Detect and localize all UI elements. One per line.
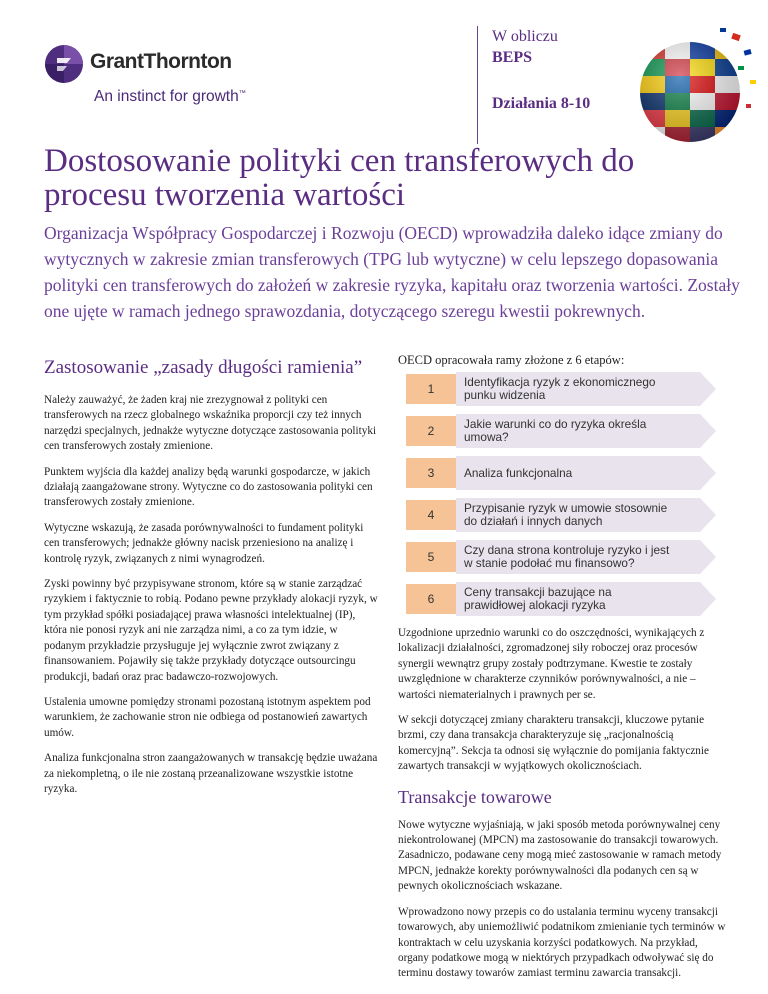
step-text: Analiza funkcjonalna xyxy=(456,456,700,490)
chevron-right-icon xyxy=(700,540,716,574)
series-title: BEPS xyxy=(492,49,533,66)
step-number: 1 xyxy=(406,374,456,404)
section-heading-commodity-transactions: Transakcje towarowe xyxy=(398,786,552,807)
section-heading-arm-length: Zastosowanie „zasady długości ramienia” xyxy=(44,357,363,378)
steps-list xyxy=(398,370,728,618)
paragraph: Analiza funkcjonalna stron zaangażowanych w transakcję będzie uważana za niekompletną, o ile nie zostaną przeanalizowane wszystkie istotne ryzyka. xyxy=(44,752,378,795)
step-text: Ceny transakcji bazujące na prawidłowej alokacji ryzyka xyxy=(456,582,700,616)
page-title: Dostosowanie polityki cen transferowych do procesu tworzenia wartości xyxy=(44,143,635,213)
lead-paragraph: Organizacja Współpracy Gospodarczej i Rozwoju (OECD) wprowadziła daleko idące zmiany do wytycznych w zakresie zmian transferowych (TPG lub wytyczne) w celu lepszego dopasowania polityki cen transferowych do założeń w zakresie ryzyka, kapitału oraz tworzenia wartości. Zostały one ujęte w ramach jednego sprawozdania, dotyczącego szeregu kwestii pokrewnych. xyxy=(44,223,740,321)
step-number: 6 xyxy=(406,584,456,614)
paragraph: Nowe wytyczne wyjaśniają, w jaki sposób metoda porównywalnej ceny niekontrolowanej (MPCN) ma zastosowanie do transakcji towarowych. Zasadniczo, podawane ceny mogą mieć zastosowanie w ramach metody MPCN, jednakże korekty porównywalności dla podanych cen są w pewnych okolicznościach wskazane. xyxy=(398,818,722,893)
paragraph: Ustalenia umowne pomiędzy stronami pozostaną istotnym aspektem pod warunkiem, że zachowanie stron nie odbiega od postanowień zawartych umów. xyxy=(44,695,371,739)
chevron-right-icon xyxy=(700,582,716,616)
chevron-right-icon xyxy=(700,372,716,406)
step-item xyxy=(398,538,728,576)
paragraph: W sekcji dotyczącej zmiany charakteru transakcji, kluczowe pytanie brzmi, czy dana transakcja charakteryzuje się „racjonalnością komercyjną”. Sekcja ta odnosi się wyłącznie do pomijania faktycznie zawartych transakcji w wyjątkowych okolicznościach. xyxy=(398,714,709,773)
step-item xyxy=(398,580,728,618)
paragraph: Uzgodnione uprzednio warunki co do oszczędności, wynikających z lokalizacji działalności, zgromadzonej siły roboczej oraz procesów synergii wewnątrz grupy zostały podtrzymane. Kwestie te zostały uwzględnione w charakterze czynników porównywalności, a nie – wartości niematerialnych i prawnych per se. xyxy=(398,627,705,701)
steps-intro: OECD opracowała ramy złożone z 6 etapów: xyxy=(398,353,625,367)
paragraph: Wytyczne wskazują, że zasada porównywalności to fundament polityki cen transferowych; jednakże główny nacisk przeniesiono na analizę i kontrolę ryzyk, związanych z nimi wynagrodzeń. xyxy=(44,521,364,565)
paragraph: Należy zauważyć, że żaden kraj nie zrezygnował z polityki cen transferowych na rzecz globalnego wskaźnika proporcji czy też innych narzędzi specjalnych, jednakże wytyczne dotyczące zastosowania polityki cen transferowych zostały zmienione. xyxy=(44,394,377,453)
chevron-right-icon xyxy=(700,456,716,490)
brand-name: GrantThornton xyxy=(90,50,232,73)
step-item xyxy=(398,454,728,492)
grant-thornton-logo xyxy=(44,42,264,112)
series-label: W obliczu xyxy=(492,28,558,45)
step-item xyxy=(398,370,728,408)
chevron-right-icon xyxy=(700,498,716,532)
step-number: 4 xyxy=(406,500,456,530)
step-text: Przypisanie ryzyk w umowie stosownie do działań i innych danych xyxy=(456,498,700,532)
flags-globe-illustration xyxy=(620,20,760,155)
chevron-right-icon xyxy=(700,414,716,448)
paragraph: Wprowadzono nowy przepis co do ustalania terminu wyceny transakcji towarowych, aby uniemożliwić podatnikom zmienianie tych terminów w kontraktach w celu uzyskania korzyści podatkowych. Na przykład, organy podatkowe mogą w niektórych przypadkach odwoływać się do terminu dostawy towarów zamiast terminu zawarcia transakcji. xyxy=(398,905,726,980)
step-number: 5 xyxy=(406,542,456,572)
step-item xyxy=(398,412,728,450)
step-number: 2 xyxy=(406,416,456,446)
header-divider xyxy=(477,26,478,144)
left-column xyxy=(44,356,380,807)
step-number: 3 xyxy=(406,458,456,488)
paragraph: Punktem wyjścia dla każdej analizy będą warunki gospodarcze, w jakich działają zaangażowane strony. Wytyczne co do zastosowania polityki cen transferowych zostały zmienione. xyxy=(44,465,373,509)
step-text: Jakie warunki co do ryzyka określa umowa? xyxy=(456,414,700,448)
step-text: Identyfikacja ryzyk z ekonomicznego punku widzenia xyxy=(456,372,700,406)
step-text: Czy dana strona kontroluje ryzyko i jest w stanie podołać mu finansowo? xyxy=(456,540,700,574)
paragraph: Zyski powinny być przypisywane stronom, które są w stanie zarządzać ryzykiem i faktycznie to robią. Podano pewne przykłady alokacji ryzyk, w tym przykład spółki posiadającej prawa własności intelektualnej (IP), która nie ponosi ryzyk ani nie zarządza nimi, a co za tym idzie, w podanym przykładzie przysługuje jej wyłącznie zwrot związany z finansowaniem. Pojawiły się także przykłady dotyczące outsourcingu produkcji, badań oraz prac badawczo-rozwojowych. xyxy=(44,578,378,683)
logo-mark-icon xyxy=(44,44,84,84)
right-column xyxy=(398,352,728,992)
step-item xyxy=(398,496,728,534)
brand-tagline: An instinct for growth™ xyxy=(94,88,246,105)
actions-label: Działania 8-10 xyxy=(492,95,591,112)
